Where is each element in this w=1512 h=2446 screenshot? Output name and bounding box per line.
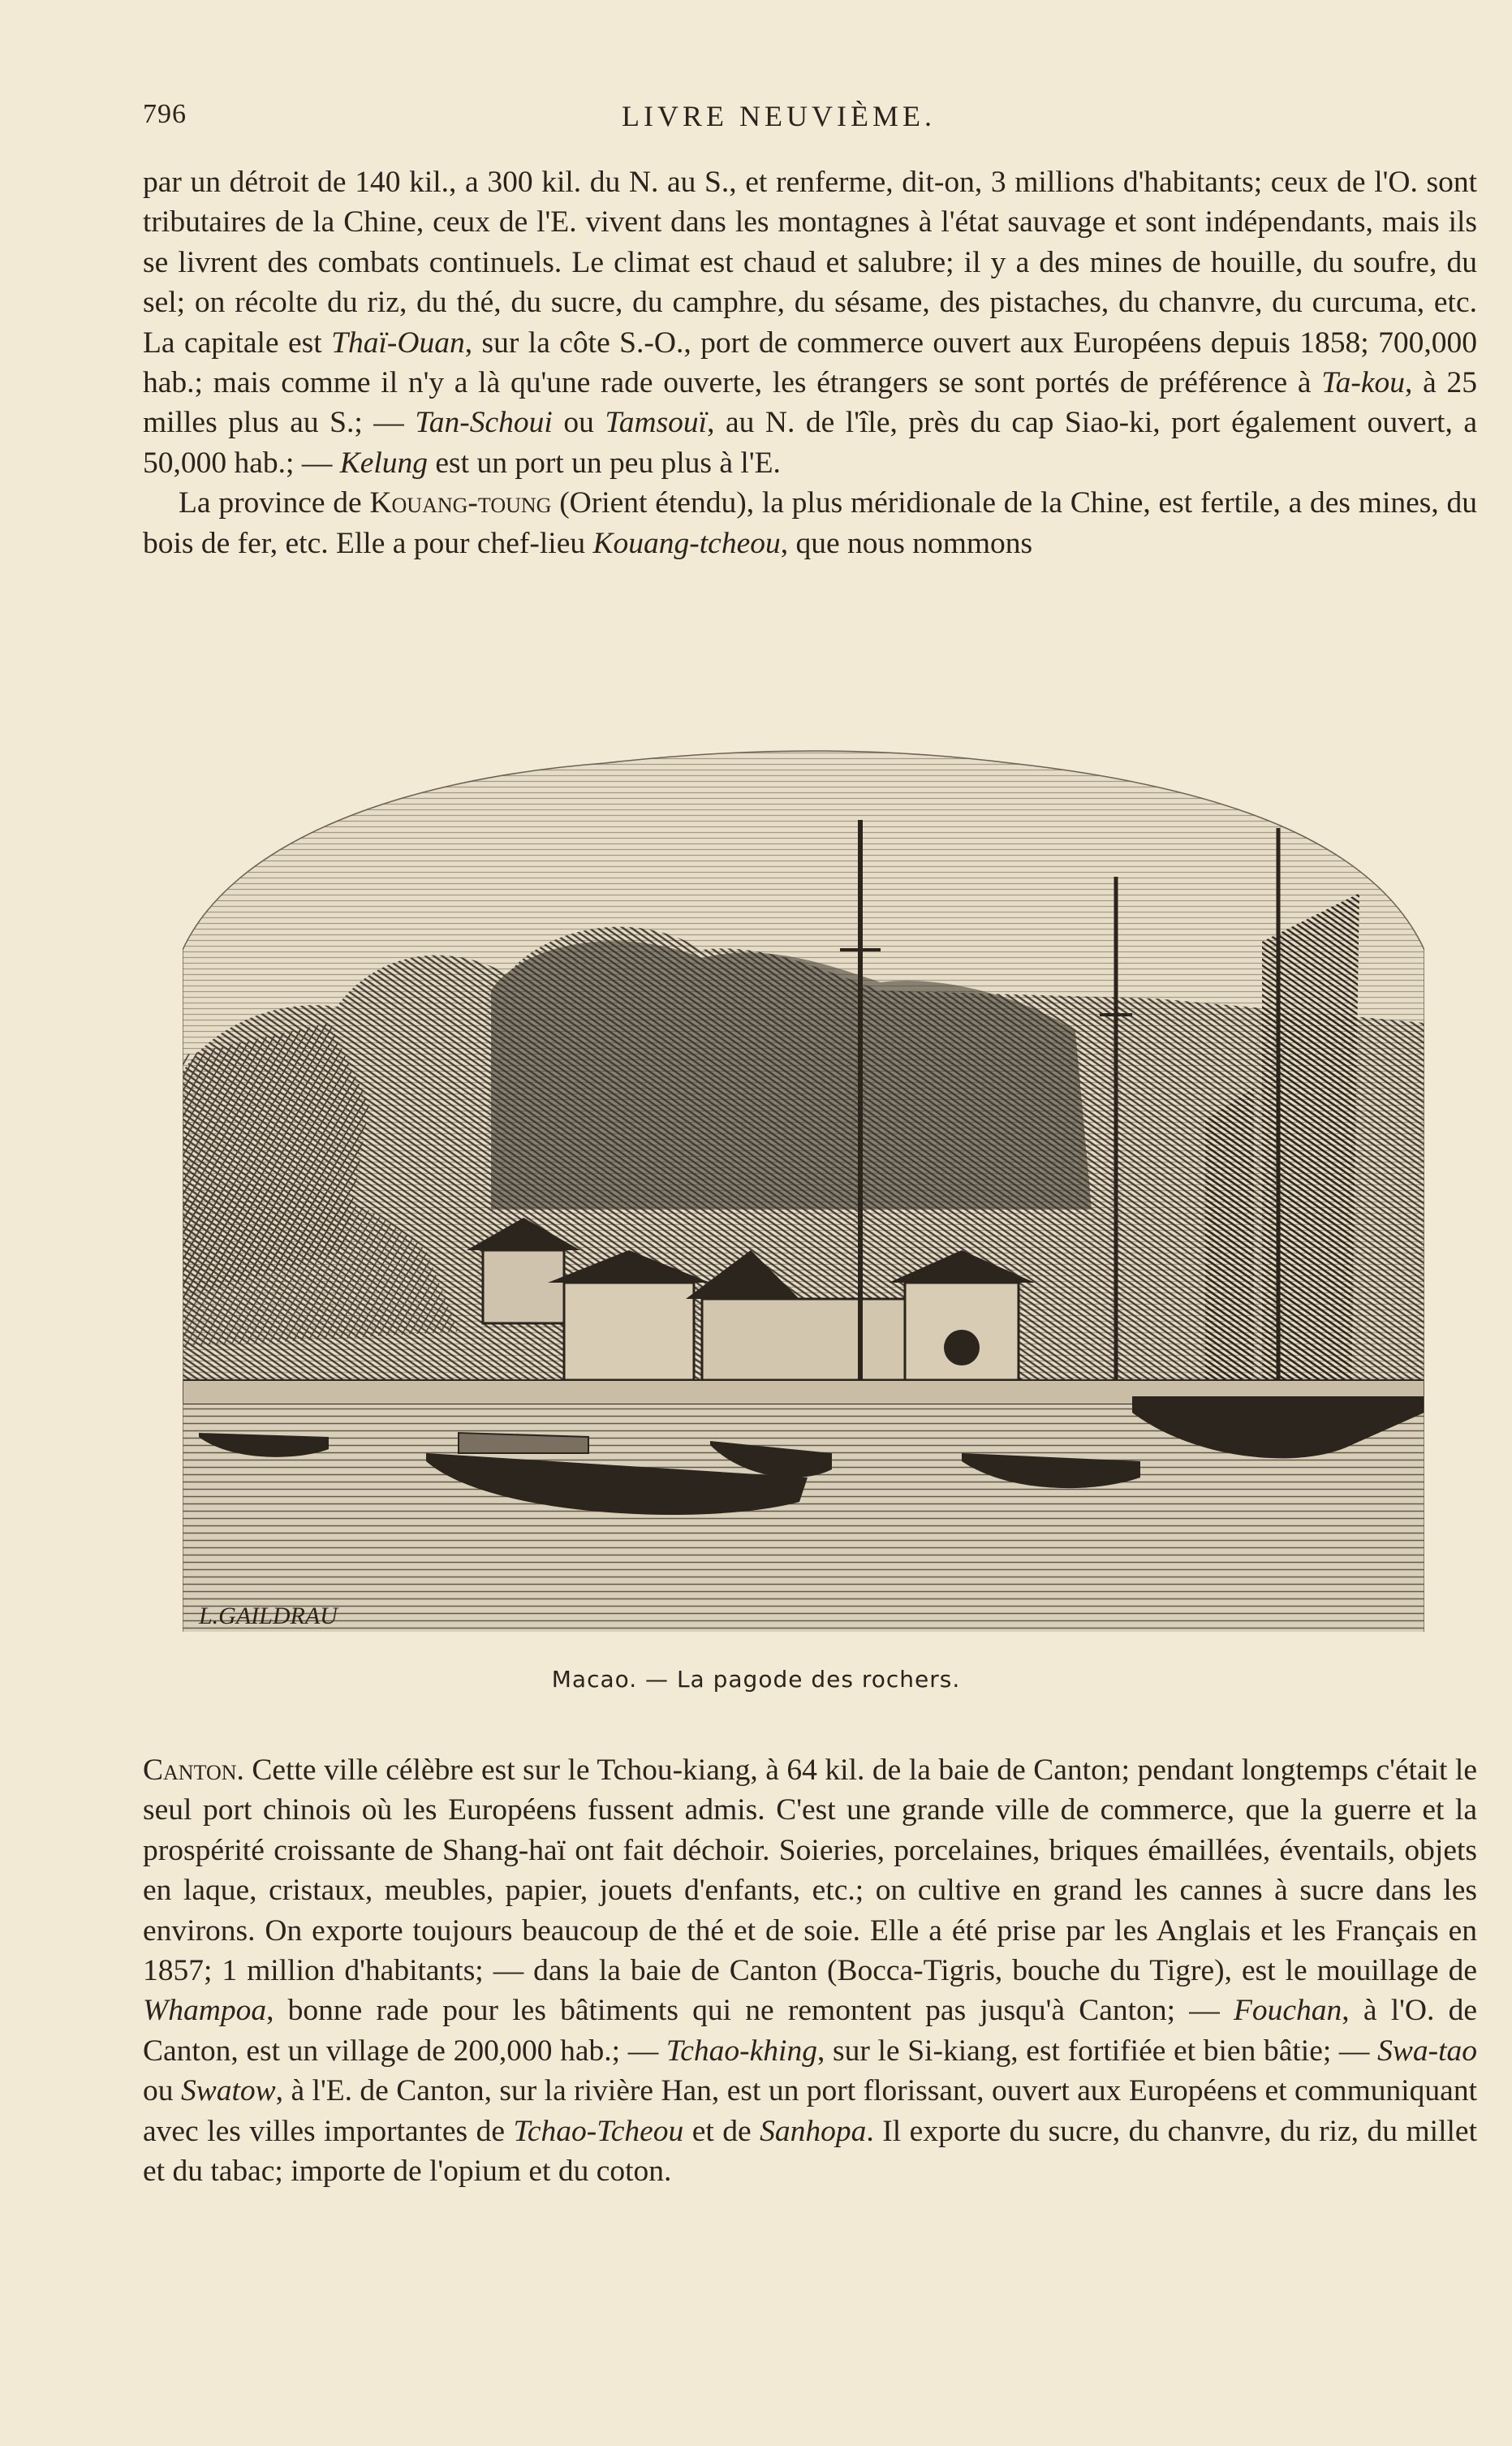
text-run: , à 25 milles plus au S.; — [143,366,1477,440]
italic-term: Fouchan [1233,1994,1342,2028]
text-run: (Orient étendu), la plus méridionale de la Chine, est fertile, a des mines, du bois de fer, etc. Elle a pour chef-lieu [143,486,1477,560]
text-run: , sur la côte S.-O., port de commerce ouvert aux Européens depuis 1858; 700,000 hab.; mais comme il n'y a là qu'une rade ouverte, les étrangers se sont portés de préférence à [143,326,1478,400]
italic-term: Swa-tao [1377,2034,1477,2068]
italic-term: Kelung [339,446,429,480]
italic-term: Thaï-Ouan [331,326,465,360]
text-run: et de [683,2114,760,2148]
italic-term: Tan-Schoui [415,406,553,440]
figure-caption: Macao. — La pagode des rochers. [551,1666,961,1693]
text-run: par un détroit de 140 kil., a 300 kil. du N. au S., et renferme, dit-on, 3 millions d'habitants; ceux de l'O. sont tributaires de la Chine, ceux de l'E. vivent dans les montagnes à l'état sauvage et sont indépendants, mais ils se livrent des combats continuels. Le climat est chaud et salubre; il y a des mines de houille, du soufre, du sel; on récolte du riz, du thé, du sucre, du camphre, du sésame, des pistaches, du chanvre, du curcuma, etc. La capitale est [143,166,1477,360]
text-run: , à l'E. de Canton, sur la rivière Han, est un port florissant, ouvert aux Européens et communiquant avec les villes importantes de [143,2074,1477,2148]
italic-term: Tchao-khing [666,2034,817,2068]
engraver-signature: L.GAILDRAU [199,1603,338,1629]
text-run: , sur le Si-kiang, est fortifiée et bien bâtie; — [816,2034,1378,2068]
text-run: , que nous nommons [780,526,1033,560]
engraving-illustration [183,682,1424,1640]
text-run: ou [143,2074,181,2108]
text-run: , bonne rade pour les bâtiments qui ne remontent pas jusqu'à Canton; — [266,1994,1234,2028]
italic-term: Whampoa [143,1994,267,2028]
top-text-block [143,162,1477,563]
running-title: LIVRE NEUVIÈME. [622,100,936,132]
italic-term: Tamsouï [605,406,708,440]
text-run: La province de [179,486,370,520]
italic-term: Kouang-tcheou [592,526,781,560]
italic-term: Sanhopa [760,2114,867,2148]
paragraph-taiwan [143,162,1477,483]
paragraph-canton [143,1750,1477,2191]
italic-term: Ta-kou [1321,366,1406,400]
small-caps-term: Kouang-toung [369,486,552,520]
small-caps-term: Canton. [143,1754,244,1787]
italic-term: Swatow [180,2074,276,2108]
italic-term: Tchao-Tcheou [513,2114,684,2148]
paragraph-kouang-toung [143,483,1477,563]
text-run: , à l'O. de Canton, est un village de 200,000 hab.; — [143,1994,1477,2068]
text-run: est un port un peu plus à l'E. [428,446,781,480]
text-run: . Il exporte du sucre, du chanvre, du riz, du millet et du tabac; importe de l'opium et du coton. [143,2114,1477,2189]
bottom-text-block [143,1750,1477,2191]
text-run: , au N. de l'île, près du cap Siao-ki, port également ouvert, a 50,000 hab.; — [143,406,1478,480]
text-run: ou [552,406,605,440]
page-number: 796 [143,99,187,129]
text-run: Cette ville célèbre est sur le Tchou-kiang, à 64 kil. de la baie de Canton; pendant longtemps c'était le seul port chinois où les Européens fussent admis. C'est une grande ville de commerce, que la guerre et la prospérité croissante de Shang-haï ont fait déchoir. Soieries, porcelaines, briques émaillées, éventails, objets en laque, cristaux, meubles, papier, jouets d'enfants, etc.; on cultive en grand les cannes à sucre dans les environs. On exporte toujours beaucoup de thé et de soie. Elle a été prise par les Anglais et les Français en 1857; 1 million d'habitants; — dans la baie de Canton (Bocca-Tigris, bouche du Tigre), est le mouillage de [143,1754,1477,1988]
running-head [143,99,1415,140]
